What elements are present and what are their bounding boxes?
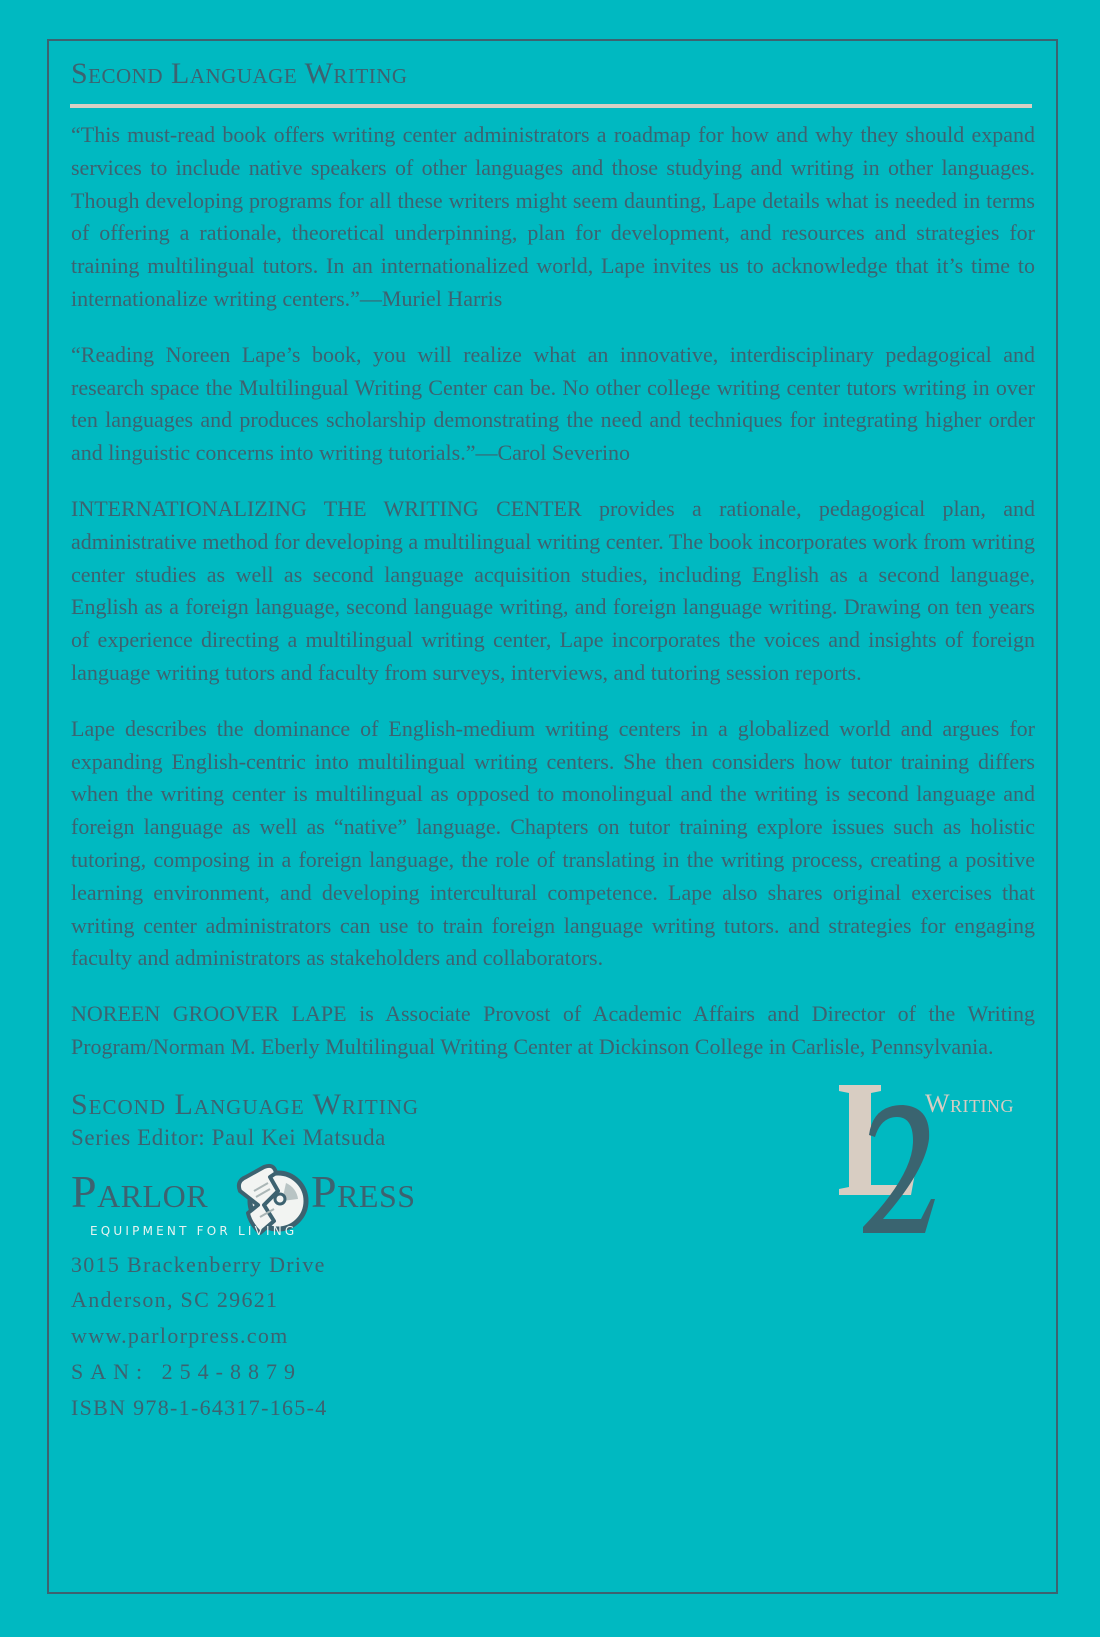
blurb-carol-severino: “Reading Noreen Lape’s book, you will realize what an innovative, interdisciplinary pedagogical and research space the Multilingual Writing Center can be. No other college writing center tutors writing in over ten languages and produces scholarship demonstrating the need and techniques for integrating higher order and linguistic concerns into writing tutorials.”—Carol Severino <box>71 341 1035 466</box>
publisher-address <box>71 1247 451 1426</box>
city-state-zip: Anderson, SC 29621 <box>71 1287 279 1313</box>
series-editor: Series Editor: Paul Kei Matsuda <box>71 1124 386 1150</box>
cover-copy <box>71 119 1035 1064</box>
logo-word-parlor: Parlor <box>71 1165 209 1217</box>
street-address: 3015 Brackenberry Drive <box>71 1251 326 1277</box>
isbn: ISBN 978-1-64317-165-4 <box>71 1394 328 1420</box>
logo-digit-2-shape <box>863 1105 935 1233</box>
san-number: SAN: 254-8879 <box>71 1358 302 1384</box>
book-description-2: Lape describes the dominance of English-medium writing centers in a globalized world and argues for expanding English-centric into multilingual writing centers. She then considers how tutor training differs when the writing center is multilingual as opposed to monolingual and the writing is second language and foreign language as well as “native” language. Chapters on tutor training explore issues such as holistic tutoring, composing in a foreign language, the role of translating in the writing process, creating a positive learning environment, and developing intercultural competence. Lape also shares original exercises that writing center administrators can use to train foreign language writing tutors. and strategies for engaging faculty and administrators as stakeholders and collaborators. <box>71 715 1035 971</box>
heading-rule <box>70 104 1032 108</box>
parlor-press-logo <box>71 1159 451 1247</box>
publisher-column <box>71 1087 451 1426</box>
logo-word-writing: Writing <box>925 1088 1015 1118</box>
cover-content <box>71 119 1035 1425</box>
author-bio: NOREEN GROOVER LAPE is Associate Provost of Academic Affairs and Director of the Writing Program/Norman M. Eberly Multilingual Writing Center at Dickinson College in Carlisle, Pennsylvania. <box>71 1001 1035 1059</box>
book-description: INTERNATIONALIZING THE WRITING CENTER provides a rationale, pedagogical plan, and administrative method for developing a multilingual writing center. The book incorporates work from writing center studies as well as second language acquisition studies, including English as a second language, English as a foreign language, second language writing, and foreign language writing. Drawing on ten years of experience directing a multilingual writing center, Lape incorporates the voices and insights of foreign language writing tutors and faculty from surveys, interviews, and tutoring session reports. <box>71 495 1035 685</box>
logo-word-press: Press <box>311 1165 416 1217</box>
series-heading: Second Language Writing <box>71 57 408 90</box>
website: www.parlorpress.com <box>71 1323 289 1349</box>
blurb-muriel-harris: “This must-read book offers writing center administrators a roadmap for how and why they should expand services to include native speakers of other languages and those studying and writing in other languages. Though developing programs for all these writers might seem daunting, Lape details what is needed in terms of offering a rationale, theoretical underpinning, plan for development, and resources and strategies for training multilingual tutors. In an internationalized world, Lape invites us to acknowledge that it’s time to internationalize writing centers.”—Muriel Harris <box>71 122 1035 311</box>
l2-writing-logo <box>825 1075 1025 1245</box>
cover-footer <box>71 1087 1035 1426</box>
logo-tagline: EQUIPMENT FOR LIVING <box>90 1223 298 1238</box>
series-title: Second Language Writing <box>71 1087 420 1121</box>
